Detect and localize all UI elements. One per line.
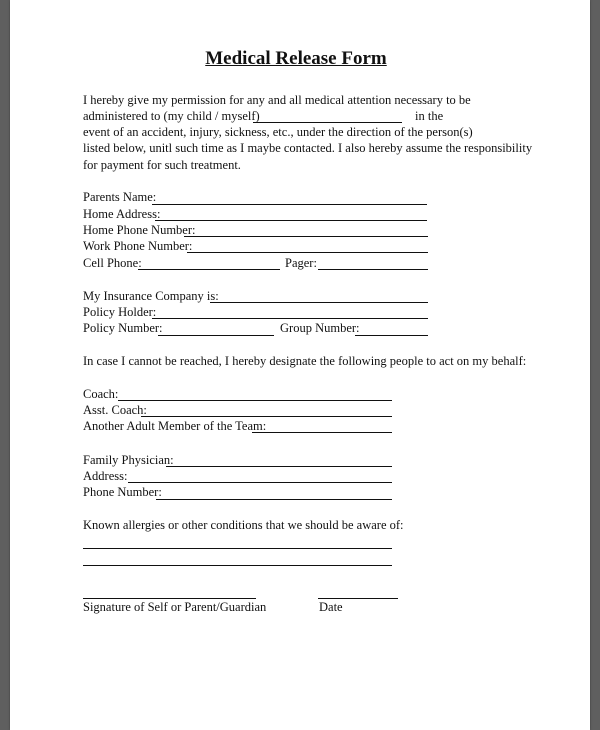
physician-address-line[interactable] bbox=[128, 482, 392, 483]
allergies-line-2[interactable] bbox=[83, 565, 392, 566]
insurance-company-line[interactable] bbox=[210, 302, 428, 303]
intro-line-2-prefix: administered to (my child / myself) bbox=[83, 109, 260, 123]
physician-phone-label: Phone Number: bbox=[83, 485, 162, 499]
insurance-company-label: My Insurance Company is: bbox=[83, 289, 219, 303]
coach-line[interactable] bbox=[118, 400, 392, 401]
policy-number-label: Policy Number: bbox=[83, 321, 163, 335]
child-name-line[interactable] bbox=[253, 122, 402, 123]
another-adult-line[interactable] bbox=[252, 432, 392, 433]
coach-label: Coach: bbox=[83, 387, 119, 401]
home-address-label: Home Address: bbox=[83, 207, 161, 221]
signature-label: Signature of Self or Parent/Guardian bbox=[83, 600, 267, 614]
cell-phone-line[interactable] bbox=[138, 269, 280, 270]
home-phone-line[interactable] bbox=[184, 236, 428, 237]
policy-holder-label: Policy Holder: bbox=[83, 305, 157, 319]
physician-phone-line[interactable] bbox=[156, 499, 392, 500]
intro-line-2-suffix: in the bbox=[415, 109, 444, 123]
asst-coach-line[interactable] bbox=[141, 416, 392, 417]
home-phone-label: Home Phone Number: bbox=[83, 223, 196, 237]
pager-label: Pager: bbox=[285, 256, 317, 270]
intro-line-5: for payment for such treatment. bbox=[83, 158, 241, 172]
document-page bbox=[10, 0, 590, 730]
pager-line[interactable] bbox=[318, 269, 428, 270]
policy-holder-line[interactable] bbox=[152, 318, 428, 319]
intro-line-3: event of an accident, injury, sickness, etc., under the direction of the person(s) bbox=[83, 125, 473, 139]
family-physician-label: Family Physician: bbox=[83, 453, 174, 467]
work-phone-line[interactable] bbox=[187, 252, 428, 253]
allergies-text: Known allergies or other conditions that we should be aware of: bbox=[83, 518, 404, 532]
home-address-line[interactable] bbox=[155, 220, 427, 221]
designate-text: In case I cannot be reached, I hereby designate the following people to act on my behalf: bbox=[83, 354, 527, 368]
policy-number-line[interactable] bbox=[158, 335, 274, 336]
intro-line-1: I hereby give my permission for any and all medical attention necessary to be bbox=[83, 93, 471, 107]
group-number-line[interactable] bbox=[355, 335, 428, 336]
form-title: Medical Release Form bbox=[205, 48, 387, 69]
parents-name-label: Parents Name: bbox=[83, 190, 157, 204]
work-phone-label: Work Phone Number: bbox=[83, 239, 193, 253]
parents-name-line[interactable] bbox=[152, 204, 427, 205]
another-adult-label: Another Adult Member of the Team: bbox=[83, 419, 267, 433]
date-label: Date bbox=[319, 600, 343, 614]
family-physician-line[interactable] bbox=[166, 466, 392, 467]
allergies-line-1[interactable] bbox=[83, 548, 392, 549]
cell-phone-label: Cell Phone: bbox=[83, 256, 142, 270]
asst-coach-label: Asst. Coach: bbox=[83, 403, 147, 417]
group-number-label: Group Number: bbox=[280, 321, 360, 335]
physician-address-label: Address: bbox=[83, 469, 128, 483]
intro-line-4: listed below, unitl such time as I maybe contacted. I also hereby assume the responsibility bbox=[83, 141, 533, 155]
